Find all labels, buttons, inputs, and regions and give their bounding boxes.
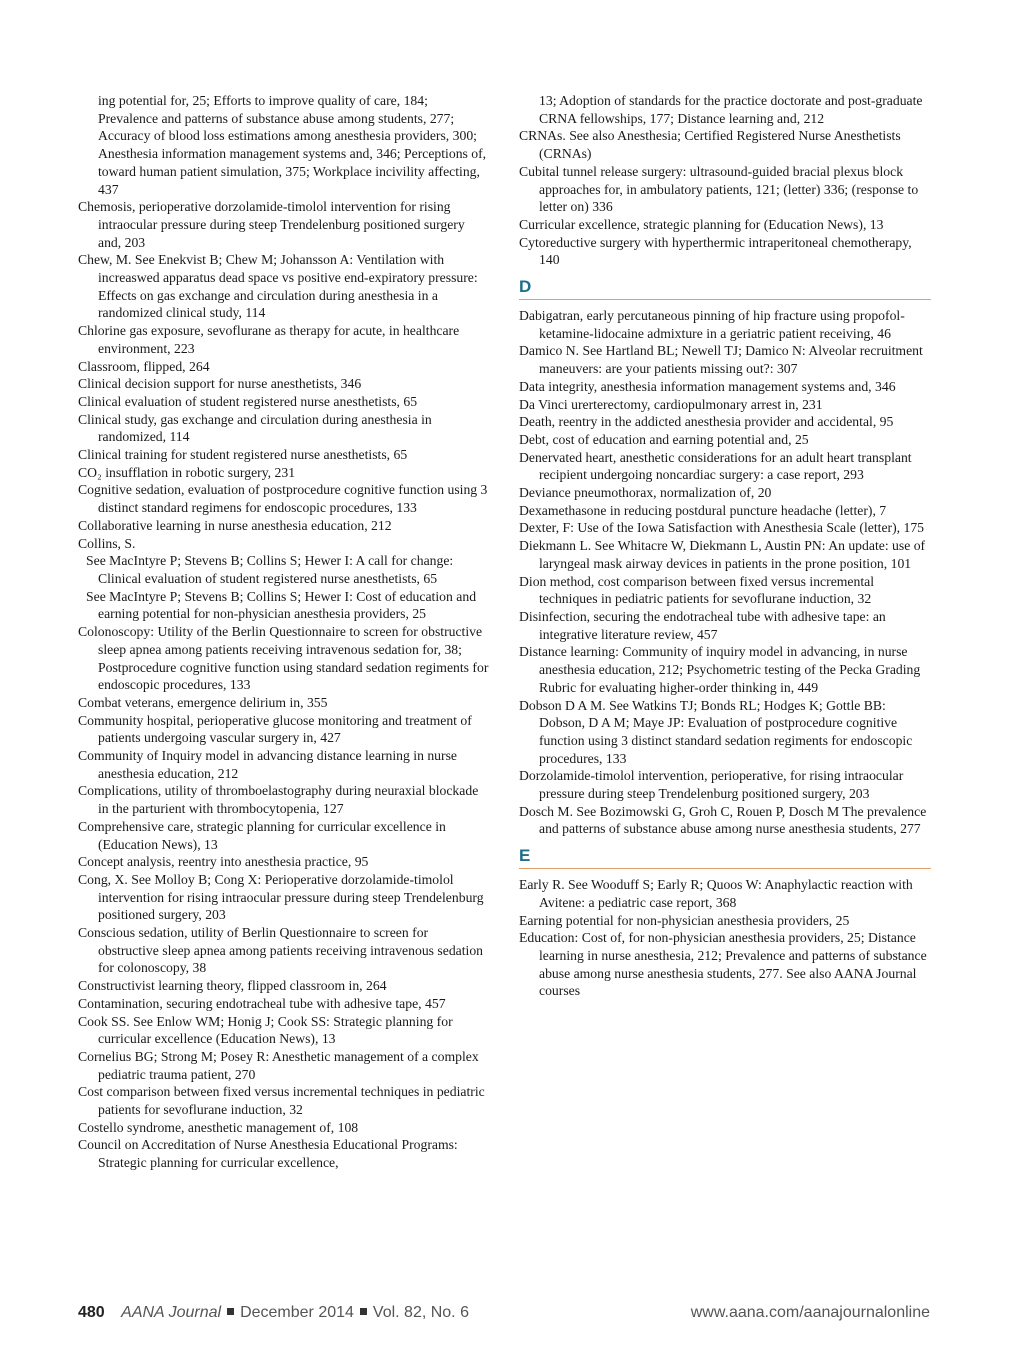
- index-entry: Comprehensive care, strategic planning for curricular excellence in (Education News), 13: [78, 818, 446, 852]
- index-entry: Denervated heart, anesthetic considerations for an adult heart transplant recipient undergoing noncardiac surgery: a case report, 293: [519, 449, 912, 483]
- index-entry: Combat veterans, emergence delirium in, 355: [78, 694, 328, 710]
- index-entry: Dabigatran, early percutaneous pinning of hip fracture using propofol-ketamine-lidocaine admixture in a geriatric patient receiving, 46: [519, 308, 905, 341]
- section-heading-e: E: [519, 844, 931, 869]
- journal-url: www.aana.com/aanajournalonline: [690, 1304, 930, 1321]
- index-entry: Dorzolamide-timolol intervention, perioperative, for rising intraocular pressure during steep Trendelenburg positioned surgery, 203: [519, 768, 904, 802]
- index-entry: Collaborative learning in nurse anesthesia education, 212: [78, 517, 392, 533]
- journal-name: AANA Journal: [121, 1304, 222, 1321]
- index-entry: Concept analysis, reentry into anesthesia practice, 95: [78, 854, 369, 870]
- index-entry: Dosch M. See Bozimowski G, Groh C, Rouen P, Dosch M The prevalence and patterns of substance abuse among nurse anesthesia students, 277: [519, 803, 927, 837]
- right-column: [519, 92, 931, 1000]
- index-entry: Complications, utility of thromboelastography during neuraxial blockade in the parturient with thrombocytopenia, 127: [78, 783, 479, 817]
- index-entry: Earning potential for non-physician anesthesia providers, 25: [519, 912, 850, 928]
- index-entry: Cognitive sedation, evaluation of postprocedure cognitive function using 3 distinct standard regimens for endoscopic procedures, 133: [78, 482, 488, 516]
- index-entry: See MacIntyre P; Stevens B; Collins S; Hewer I: Cost of education and earning potential for non-physician anesthesia providers, 25: [86, 588, 477, 622]
- index-entry: Chlorine gas exposure, sevoflurane as therapy for acute, in healthcare environment, 223: [78, 323, 460, 356]
- index-entry: Colonoscopy: Utility of the Berlin Questionnaire to screen for obstructive sleep apnea among patients receiving intravenous sedation for, 38; Postprocedure cognitive function using standard sedation regiments for endoscopic procedures, 133: [78, 624, 489, 693]
- index-entry: Early R. See Wooduff S; Early R; Quoos W: Anaphylactic reaction with Avitene: a pediatric case report, 368: [519, 877, 913, 910]
- index-entry: Dexamethasone in reducing postdural puncture headache (letter), 7: [519, 502, 887, 518]
- index-entry: Cytoreductive surgery with hyperthermic intraperitoneal chemotherapy, 140: [519, 234, 912, 268]
- index-entry: Diekmann L. See Whitacre W, Diekmann L, Austin PN: An update: use of laryngeal mask airway devices in patients in the prone position, 101: [519, 538, 926, 571]
- index-entry: Dexter, F: Use of the Iowa Satisfaction with Anesthesia Scale (letter), 175: [519, 520, 925, 536]
- index-entry: Deviance pneumothorax, normalization of, 20: [519, 485, 772, 501]
- index-entry: Clinical training for student registered nurse anesthetists, 65: [78, 447, 408, 463]
- volume-info: Vol. 82, No. 6: [372, 1304, 469, 1321]
- index-entry: Chemosis, perioperative dorzolamide-timolol intervention for rising intraocular pressure during steep Trendelenburg positioned surgery and, 203: [78, 199, 465, 250]
- index-entry: Education: Cost of, for non-physician anesthesia providers, 25; Distance learning in nurse anesthesia, 212; Prevalence and patterns of substance abuse among nurse anesthesia students, 277. See also AANA Journal courses: [519, 930, 927, 999]
- index-entry: Community of Inquiry model in advancing distance learning in nurse anesthesia education, 212: [78, 748, 457, 781]
- index-entry: Contamination, securing endotracheal tube with adhesive tape, 457: [78, 995, 446, 1011]
- index-entry: Debt, cost of education and earning potential and, 25: [519, 431, 809, 447]
- c-entries: [519, 92, 931, 269]
- index-entry: Cong, X. See Molloy B; Cong X: Perioperative dorzolamide-timolol intervention for rising intraocular pressure during steep Trendelenburg positioned surgery, 203: [78, 871, 484, 923]
- separator-square: [360, 1308, 367, 1315]
- index-entry: Constructivist learning theory, flipped classroom in, 264: [78, 978, 387, 994]
- index-entry: Curricular excellence, strategic planning for (Education News), 13: [519, 216, 884, 232]
- index-entry: Cubital tunnel release surgery: ultrasound-guided bracial plexus block approaches for, in ambulatory patients, 121; (letter) 336; (response to letter on) 336: [519, 163, 919, 215]
- index-entry: Council on Accreditation of Nurse Anesthesia Educational Programs: Strategic planning for curricular excellence,: [78, 1137, 458, 1171]
- index-entry: Damico N. See Hartland BL; Newell TJ; Damico N: Alveolar recruitment maneuvers: are your patients missing out?: 307: [519, 343, 923, 377]
- index-entry: Collins, S.: [78, 535, 136, 551]
- index-entry: 13; Adoption of standards for the practice doctorate and post-graduate CRNA fellowships, 177; Distance learning and, 212: [539, 93, 923, 126]
- index-entry: Community hospital, perioperative glucose monitoring and treatment of patients undergoing vascular surgery in, 427: [78, 712, 472, 746]
- index-entry: Classroom, flipped, 264: [78, 358, 210, 374]
- section-heading-d: D: [519, 275, 931, 300]
- page-number: 480: [78, 1304, 105, 1321]
- index-entry: Conscious sedation, utility of Berlin Questionnaire to screen for obstructive sleep apnea among patients receiving intravenous sedation for colonoscopy, 38: [78, 925, 484, 976]
- e-entries: [519, 876, 931, 1000]
- page-footer: [78, 1304, 930, 1326]
- separator-square: [227, 1308, 234, 1315]
- index-entry: Distance learning: Community of inquiry model in advancing, in nurse anesthesia education, 212; Psychometric testing of the Pecka Grading Rubric for evaluating higher-order thinking in, 449: [519, 644, 921, 695]
- index-entry: ing potential for, 25; Efforts to improve quality of care, 184; Prevalence and patterns of substance abuse among students, 277; Accuracy of blood loss estimations among anesthesia providers, 300; Anesthesia information management systems and, 346; Perceptions of, toward human patient simulation, 375; Workplace incivility affecting, 437: [98, 93, 487, 197]
- left-column: [78, 92, 490, 1172]
- index-entry: Clinical study, gas exchange and circulation during anesthesia in randomized, 114: [78, 411, 432, 445]
- index-entry: Costello syndrome, anesthetic management of, 108: [78, 1119, 359, 1135]
- index-entry: Disinfection, securing the endotracheal tube with adhesive tape: an integrative literature review, 457: [519, 608, 886, 642]
- index-entry: CRNAs. See also Anesthesia; Certified Registered Nurse Anesthetists (CRNAs): [519, 128, 901, 162]
- index-entry: CO₂ insufflation in robotic surgery, 231: [78, 464, 296, 480]
- index-entry: See MacIntyre P; Stevens B; Collins S; Hewer I: A call for change: Clinical evaluation of student registered nurse anesthetists, 65: [86, 553, 454, 586]
- index-entry: Clinical decision support for nurse anesthetists, 346: [78, 376, 362, 392]
- index-entry: Clinical evaluation of student registered nurse anesthetists, 65: [78, 393, 418, 409]
- index-entry: Dobson D A M. See Watkins TJ; Bonds RL; Hodges K; Gottle BB: Dobson, D A M; Maye JP: Evaluation of postprocedure cognitive function using 3 distinct standard sedation regiments for endoscopic procedures, 133: [519, 697, 913, 766]
- index-entry: Cook SS. See Enlow WM; Honig J; Cook SS: Strategic planning for curricular excellence (Education News), 13: [78, 1013, 453, 1047]
- index-entry: Death, reentry in the addicted anesthesia provider and accidental, 95: [519, 414, 894, 430]
- index-entry: Cornelius BG; Strong M; Posey R: Anesthetic management of a complex pediatric trauma patient, 270: [78, 1048, 479, 1082]
- index-entry: Cost comparison between fixed versus incremental techniques in pediatric patients for sevoflurane induction, 32: [78, 1084, 485, 1118]
- index-entry: Da Vinci urerterectomy, cardiopulmonary arrest in, 231: [519, 396, 823, 412]
- d-entries: [519, 307, 931, 838]
- index-entry: Data integrity, anesthesia information management systems and, 346: [519, 378, 896, 394]
- index-entry: Chew, M. See Enekvist B; Chew M; Johansson A: Ventilation with increaswed apparatus dead space vs positive end-expiratory pressure: Effects on gas exchange and circulation during anesthesia in a randomized clinical study, 114: [78, 252, 478, 321]
- index-entry: Dion method, cost comparison between fixed versus incremental techniques in pediatric patients for sevoflurane induction, 32: [519, 573, 875, 607]
- issue-date: December 2014: [240, 1304, 354, 1321]
